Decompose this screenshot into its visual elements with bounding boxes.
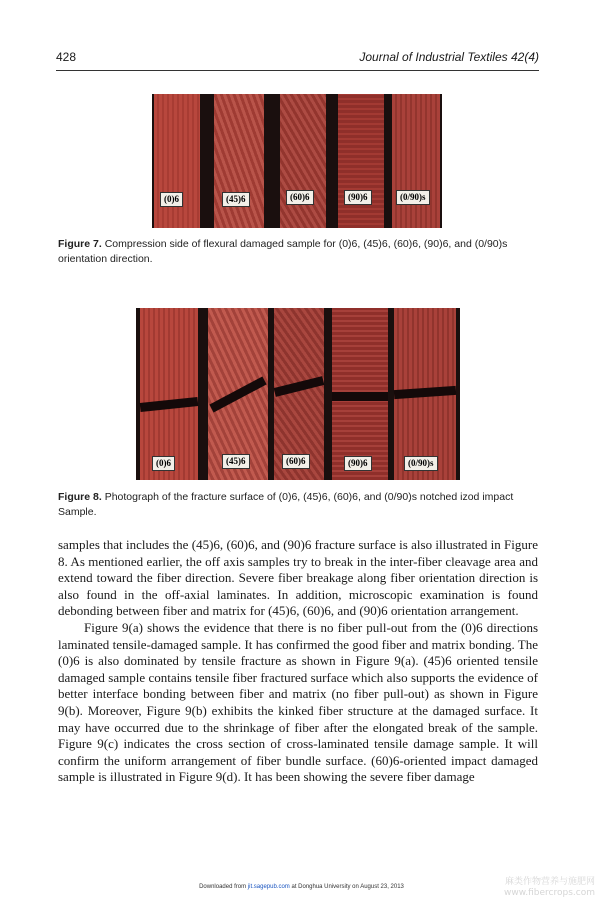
sample-label: (45)6 bbox=[222, 454, 250, 469]
footer-prefix: Downloaded from bbox=[199, 884, 247, 890]
paragraph: samples that includes the (45)6, (60)6, and (90)6 fracture surface is also illustrated in Figure 8. As mentioned earlier, the off axis samples try to break in the inter-fiber cleavage area and extend toward the fiber direction. Severe fiber breakage along fiber orientation direction is also found in the off-axial laminates. In addition, microscopic examination is found debonding between fiber and matrix for (45)6, (60)6, and (90)6 orientation arrangement. bbox=[58, 537, 538, 619]
sample-strip bbox=[394, 308, 456, 480]
sample-strip bbox=[392, 94, 440, 228]
caption-text: Compression side of flexural damaged sample for (0)6, (45)6, (60)6, (90)6, and (0/90)s orientation direction. bbox=[58, 238, 508, 265]
figure-7-photo bbox=[152, 94, 442, 228]
body-text bbox=[58, 537, 538, 786]
sample-strip bbox=[332, 308, 388, 480]
sample-strip bbox=[154, 94, 200, 228]
figure-7-caption bbox=[58, 237, 548, 267]
sample-strip bbox=[338, 94, 384, 228]
figure-8-photo bbox=[136, 308, 460, 480]
journal-title: Journal of Industrial Textiles 42(4) bbox=[359, 50, 539, 64]
watermark-line: www.fibercrops.com bbox=[504, 888, 595, 898]
sample-label: (0/90)s bbox=[404, 456, 438, 471]
paragraph: Figure 9(a) shows the evidence that there is no fiber pull-out from the (0)6 directions laminated tensile-damaged sample. It has confirmed the good fiber and matrix bonding. The (0)6 is also dominated by tensile fracture as shown in Figure 9(a). (45)6 oriented tensile damaged sample contains tensile fiber fractured surface which also supports the evidence of better interface bonding between fiber and matrix (no fiber pull-out) as shown in Figure 9(b). Moreover, Figure 9(b) exhibits the kinked fiber structure at the damaged surface. It may have occurred due to the shrinkage of fiber after the elongated break of the sample. Figure 9(c) indicates the cross section of cross-laminated tensile damage sample. It will confirm the uniform arrangement of fiber bundle surface. (60)6-oriented impact damaged sample is illustrated in Figure 9(d). It has been showing the severe fiber damage bbox=[58, 619, 538, 785]
sample-label: (90)6 bbox=[344, 456, 372, 471]
sample-label: (0)6 bbox=[160, 192, 183, 207]
sample-strip bbox=[280, 94, 326, 228]
sample-label: (0)6 bbox=[152, 456, 175, 471]
watermark bbox=[504, 877, 595, 899]
sample-strip bbox=[214, 94, 264, 228]
caption-text: Photograph of the fracture surface of (0)6, (45)6, (60)6, and (0/90)s notched izod impact Sample. bbox=[58, 491, 514, 518]
footer-link[interactable]: jit.sagepub.com bbox=[247, 884, 290, 890]
footer-suffix: at Donghua University on August 23, 2013 bbox=[291, 884, 404, 890]
sample-strip bbox=[274, 308, 324, 480]
header-rule bbox=[56, 70, 539, 71]
figure-8-caption bbox=[58, 490, 548, 520]
caption-label: Figure 7. bbox=[58, 238, 102, 250]
page-number: 428 bbox=[56, 50, 77, 64]
sample-label: (90)6 bbox=[344, 190, 372, 205]
sample-label: (60)6 bbox=[286, 190, 314, 205]
sample-label: (45)6 bbox=[222, 192, 250, 207]
sample-label: (0/90)s bbox=[396, 190, 430, 205]
sample-strip bbox=[208, 308, 268, 480]
caption-label: Figure 8. bbox=[58, 491, 102, 503]
sample-strip bbox=[140, 308, 198, 480]
watermark-line: 麻类作物营养与施肥网 bbox=[504, 877, 595, 887]
running-header bbox=[56, 50, 539, 68]
sample-label: (60)6 bbox=[282, 454, 310, 469]
